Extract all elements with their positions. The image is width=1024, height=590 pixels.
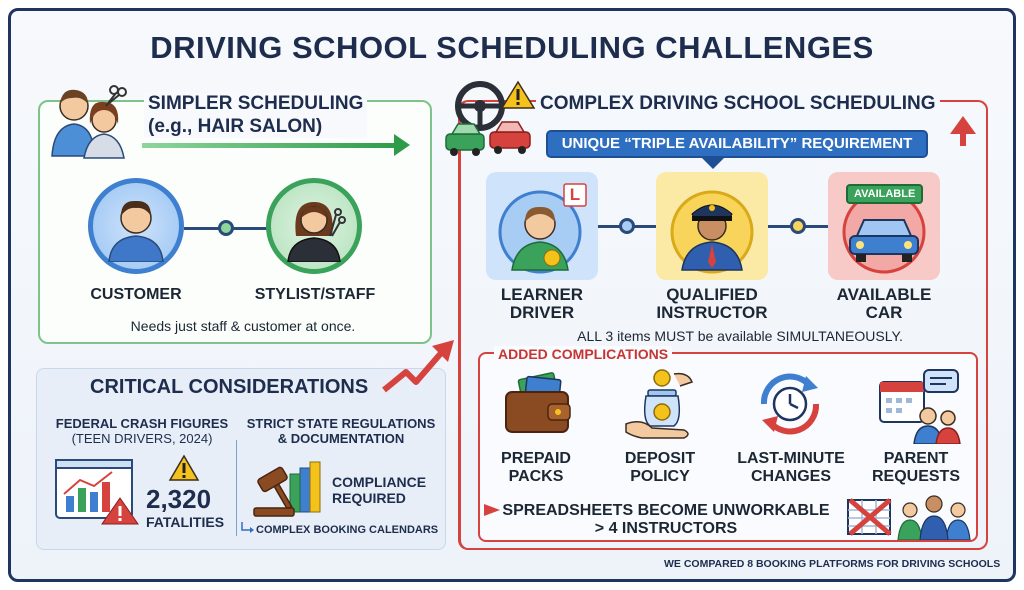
simple-title-line1: SIMPLER SCHEDULING (148, 93, 364, 114)
spreadsheet-warning (498, 502, 834, 538)
complication-prepaid (486, 450, 586, 486)
stylist-icon (278, 190, 350, 262)
spreadsheet-line2: > 4 INSTRUCTORS (594, 520, 738, 537)
complex-scheduling-title: COMPLEX DRIVING SCHOOL SCHEDULING (536, 92, 940, 115)
instructor-team-icon (896, 490, 972, 540)
simultaneous-note: ALL 3 items MUST be available SIMULTANEOUSLY. (577, 328, 903, 344)
simple-connector-dot (218, 220, 234, 236)
last-minute-line2: CHANGES (750, 468, 831, 485)
green-arrow-head-icon (394, 134, 410, 156)
triple-availability-banner: UNIQUE “TRIPLE AVAILABILITY” REQUIREMENT (546, 130, 928, 158)
critical-divider (236, 440, 237, 536)
fatalities-number: 2,320 (146, 484, 212, 514)
calendars-note: COMPLEX BOOKING CALENDARS (256, 524, 439, 536)
instructor-line1: QUALIFIED (666, 285, 758, 304)
customer-label: CUSTOMER (90, 286, 182, 303)
complication-parent (866, 450, 966, 486)
warning-icon (168, 454, 200, 482)
triple-dot-right (790, 218, 806, 234)
deposit-line2: POLICY (630, 468, 690, 485)
learner-label (482, 286, 602, 322)
gavel-books-icon (250, 458, 330, 518)
customer-icon (101, 190, 171, 262)
instructor-line2: INSTRUCTOR (656, 303, 768, 322)
salon-people-icon (48, 80, 132, 160)
stylist-label: STYLIST/STAFF (254, 286, 376, 303)
instructor-label (644, 286, 780, 322)
crash-figures-title (46, 416, 238, 446)
clock-cycle-icon (752, 368, 828, 440)
learner-line1: LEARNER (500, 285, 584, 304)
simple-title-line2: (e.g., HAIR SALON) (148, 116, 323, 137)
crossed-spreadsheet-icon (846, 496, 894, 538)
compliance-line1: COMPLIANCE (332, 474, 427, 490)
stylist-avatar (266, 178, 362, 274)
regulations-title (240, 416, 442, 446)
crash-subtitle: (TEEN DRIVERS, 2024) (71, 431, 213, 446)
red-up-arrow-icon (950, 116, 976, 146)
car-label (824, 286, 944, 322)
crash-chart-icon (54, 458, 140, 526)
green-arrow-shaft (142, 143, 397, 148)
wallet-icon (502, 372, 574, 436)
compliance-text (332, 474, 426, 506)
prepaid-line2: PACKS (508, 468, 564, 485)
crash-title: FEDERAL CRASH FIGURES (55, 416, 229, 431)
prepaid-line1: PREPAID (501, 450, 571, 467)
footer-note: WE COMPARED 8 BOOKING PLATFORMS FOR DRIVING SCHOOLS (664, 558, 1001, 570)
instructor-tile (656, 172, 768, 280)
instructor-icon (656, 172, 768, 280)
parent-calendar-icon (874, 368, 962, 444)
complication-deposit (610, 450, 710, 486)
triple-dot-left (619, 218, 635, 234)
car-line2: CAR (865, 303, 903, 322)
simple-caption: Needs just staff & customer at once. (130, 318, 356, 334)
car-line1: AVAILABLE (836, 285, 932, 304)
spreadsheet-line1: SPREADSHEETS BECOME UNWORKABLE (502, 502, 830, 519)
critical-title: CRITICAL CONSIDERATIONS (90, 376, 369, 398)
calendars-arrow-icon (240, 522, 254, 536)
last-minute-line1: LAST-MINUTE (737, 450, 845, 467)
deposit-jar-icon (622, 368, 698, 440)
regulations-line1: STRICT STATE REGULATIONS (246, 416, 436, 431)
banner-pointer (701, 157, 725, 169)
simple-scheduling-title (144, 92, 367, 138)
customer-avatar (88, 178, 184, 274)
compliance-line2: REQUIRED (332, 490, 406, 506)
learner-line2: DRIVER (509, 303, 575, 322)
parent-line2: REQUESTS (871, 468, 960, 485)
parent-line1: PARENT (883, 450, 949, 467)
available-badge: AVAILABLE (846, 184, 923, 204)
page-title: DRIVING SCHOOL SCHEDULING CHALLENGES (150, 30, 874, 65)
added-complications-tag: ADDED COMPLICATIONS (494, 346, 672, 362)
deposit-line1: DEPOSIT (624, 450, 696, 467)
regulations-line2: & DOCUMENTATION (277, 431, 405, 446)
fatalities-label: FATALITIES (146, 514, 225, 530)
trend-up-arrow-icon (380, 336, 460, 396)
steering-wheel-cars-icon (440, 78, 536, 160)
complication-last-minute (728, 450, 854, 486)
learner-l-plate: L (569, 185, 581, 204)
